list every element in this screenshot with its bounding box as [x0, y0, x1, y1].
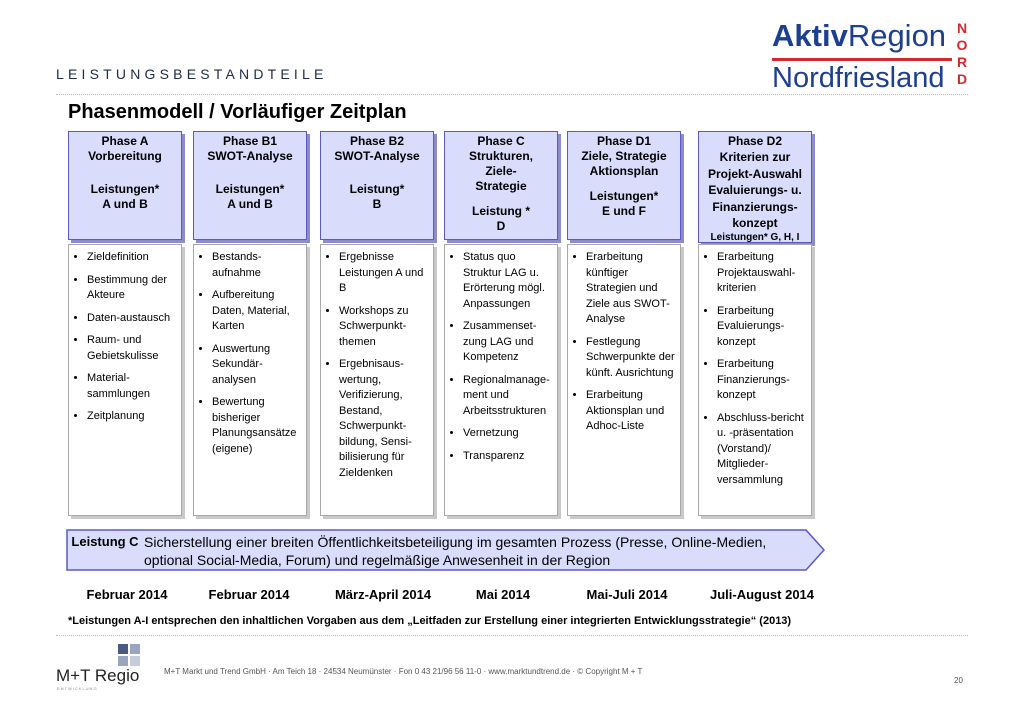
page-number: 20 [954, 676, 963, 685]
logo-regular: Region [847, 18, 947, 53]
footer-brand-sub: ENTWICKLUNG [57, 686, 98, 691]
phase-b2-header [320, 131, 434, 240]
list-item: • Vernetzung [463, 426, 554, 442]
section-heading: LEISTUNGSBESTANDTEILE [56, 66, 328, 82]
logo-nord-letter: R [956, 54, 968, 70]
date-label: Mai-Juli 2014 [586, 587, 668, 602]
logo-bold: Aktiv [772, 18, 848, 53]
list-item: • Material-sammlungen [87, 371, 178, 402]
list-item: • Erarbeitung Projektauswahl-kriterien [717, 250, 808, 297]
list-item: • Workshops zu Schwerpunkt-themen [339, 304, 430, 351]
phase-leistung-detail: A und B [102, 197, 148, 211]
page-title: Phasenmodell / Vorläufiger Zeitplan [68, 101, 407, 123]
date-label: Juli-August 2014 [709, 587, 815, 602]
phase-leistung-detail: D [496, 219, 506, 233]
list-item: • Transparenz [463, 449, 554, 465]
date-label: März-April 2014 [334, 587, 432, 602]
phase-leistung-detail: A und B [227, 197, 273, 211]
logo-line2: Nordfriesland [772, 62, 945, 94]
footnote: *Leistungen A-I entsprechen den inhaltlichen Vorgaben aus dem „Leitfaden zur Erstellung einer integrierten Entwicklungsstrategie“ (2013) [68, 615, 792, 627]
band-label: Leistung C [71, 534, 139, 549]
phase-subtitle: Vorbereitung [88, 149, 162, 163]
phase-leistung: Leistungen* G, H, I [710, 231, 800, 243]
logo-nord-letter: D [956, 71, 968, 87]
mt-regio-logo [56, 644, 146, 692]
list-item: • Ergebnisaus-wertung, Verifizierung, Bestand, Schwerpunkt-bildung, Sensi-bilisierung für Zieldenken [339, 357, 430, 481]
footer-divider [56, 635, 968, 636]
list-item: • Festlegung Schwerpunkte der künft. Ausrichtung [586, 335, 677, 382]
phase-name: Phase D1 [596, 134, 652, 148]
date-label: Februar 2014 [208, 587, 290, 602]
list-item: • Zusammenset-zung LAG und Kompetenz [463, 319, 554, 366]
logo-nord [955, 20, 969, 88]
phase-d2-header [698, 131, 812, 243]
phase-c-list [444, 244, 558, 516]
phase-d1-list [567, 244, 681, 516]
date-label: Februar 2014 [86, 587, 168, 602]
phase-d2-list [698, 244, 812, 516]
phase-leistung: Leistungen* [215, 182, 285, 196]
phase-leistung: Leistungen* [589, 189, 659, 203]
phase-subtitle: Ziele, Strategie Aktionsplan [581, 149, 667, 178]
footer-brand: M+T Regio [56, 666, 140, 685]
list-item: • Status quo Struktur LAG u. Erörterung mögl. Anpassungen [463, 250, 554, 312]
phase-subtitle: SWOT-Analyse [334, 149, 420, 163]
list-item: • Erarbeitung künftiger Strategien und Ziele aus SWOT-Analyse [586, 250, 677, 328]
list-item: • Erarbeitung Finanzierungs-konzept [717, 357, 808, 404]
list-item: • Aufbereitung Daten, Material, Karten [212, 288, 303, 335]
phase-leistung-detail: B [372, 197, 382, 211]
logo-square [130, 656, 140, 666]
phase-leistung-detail: E und F [602, 204, 646, 218]
list-item: • Ergebnisse Leistungen A und B [339, 250, 430, 297]
phase-b1-header [193, 131, 307, 240]
logo-square [118, 656, 128, 666]
phase-leistung: Leistungen* [90, 182, 160, 196]
phase-name: Phase D2 [727, 134, 783, 148]
band-text: Sicherstellung einer breiten Öffentlichkeitsbeteiligung im gesamten Prozess (Presse, Online-Medien, optional Social-Media, Forum) und regelmäßige Anwesenheit in der Region [144, 534, 767, 568]
phase-subtitle: Strukturen, Ziele-Strategie [468, 149, 533, 193]
list-item: • Abschluss-bericht u. -präsentation (Vorstand)/ Mitglieder-versammlung [717, 411, 808, 489]
date-label: Mai 2014 [475, 587, 531, 602]
list-item: • Daten-austausch [87, 311, 178, 327]
list-item: • Regionalmanage-ment und Arbeitsstrukturen [463, 373, 554, 420]
list-item: • Erarbeitung Evaluierungs-konzept [717, 304, 808, 351]
phase-name: Phase B1 [222, 134, 278, 148]
list-item: • Auswertung Sekundär-analysen [212, 342, 303, 389]
phase-a-list [68, 244, 182, 516]
phase-name: Phase A [101, 134, 149, 148]
phase-b1-list [193, 244, 307, 516]
phase-subtitle: Kriterien zur Projekt-Auswahl Evaluierungs- u. Finanzierungs-konzept [707, 150, 803, 230]
phase-a-header [68, 131, 182, 240]
phase-leistung: Leistung * [471, 204, 530, 218]
logo-nord-letter: O [956, 37, 968, 53]
list-item: • Bestands-aufnahme [212, 250, 303, 281]
phase-name: Phase C [477, 134, 525, 148]
list-item: • Erarbeitung Aktionsplan und Adhoc-Liste [586, 388, 677, 435]
logo-square [130, 644, 140, 654]
list-item: • Zieldefinition [87, 250, 178, 266]
phase-d1-header [567, 131, 681, 240]
footer-address: M+T Markt und Trend GmbH · Am Teich 18 · 24534 Neumünster · Fon 0 43 21/96 56 11-0 · www.marktundtrend.de · © Copyright M + T [164, 667, 643, 676]
logo-square [118, 644, 128, 654]
aktivregion-logo [770, 18, 970, 94]
phase-name: Phase B2 [349, 134, 405, 148]
phase-leistung: Leistung* [349, 182, 405, 196]
list-item: • Raum- und Gebietskulisse [87, 333, 178, 364]
logo-nord-letter: N [956, 20, 968, 36]
leistung-c-band [66, 529, 826, 571]
logo-bar [772, 58, 952, 61]
list-item: • Bewertung bisheriger Planungsansätze (eigene) [212, 395, 303, 457]
phase-c-header [444, 131, 558, 240]
phase-subtitle: SWOT-Analyse [207, 149, 293, 163]
list-item: • Bestimmung der Akteure [87, 273, 178, 304]
list-item: • Zeitplanung [87, 409, 178, 425]
phase-b2-list [320, 244, 434, 516]
